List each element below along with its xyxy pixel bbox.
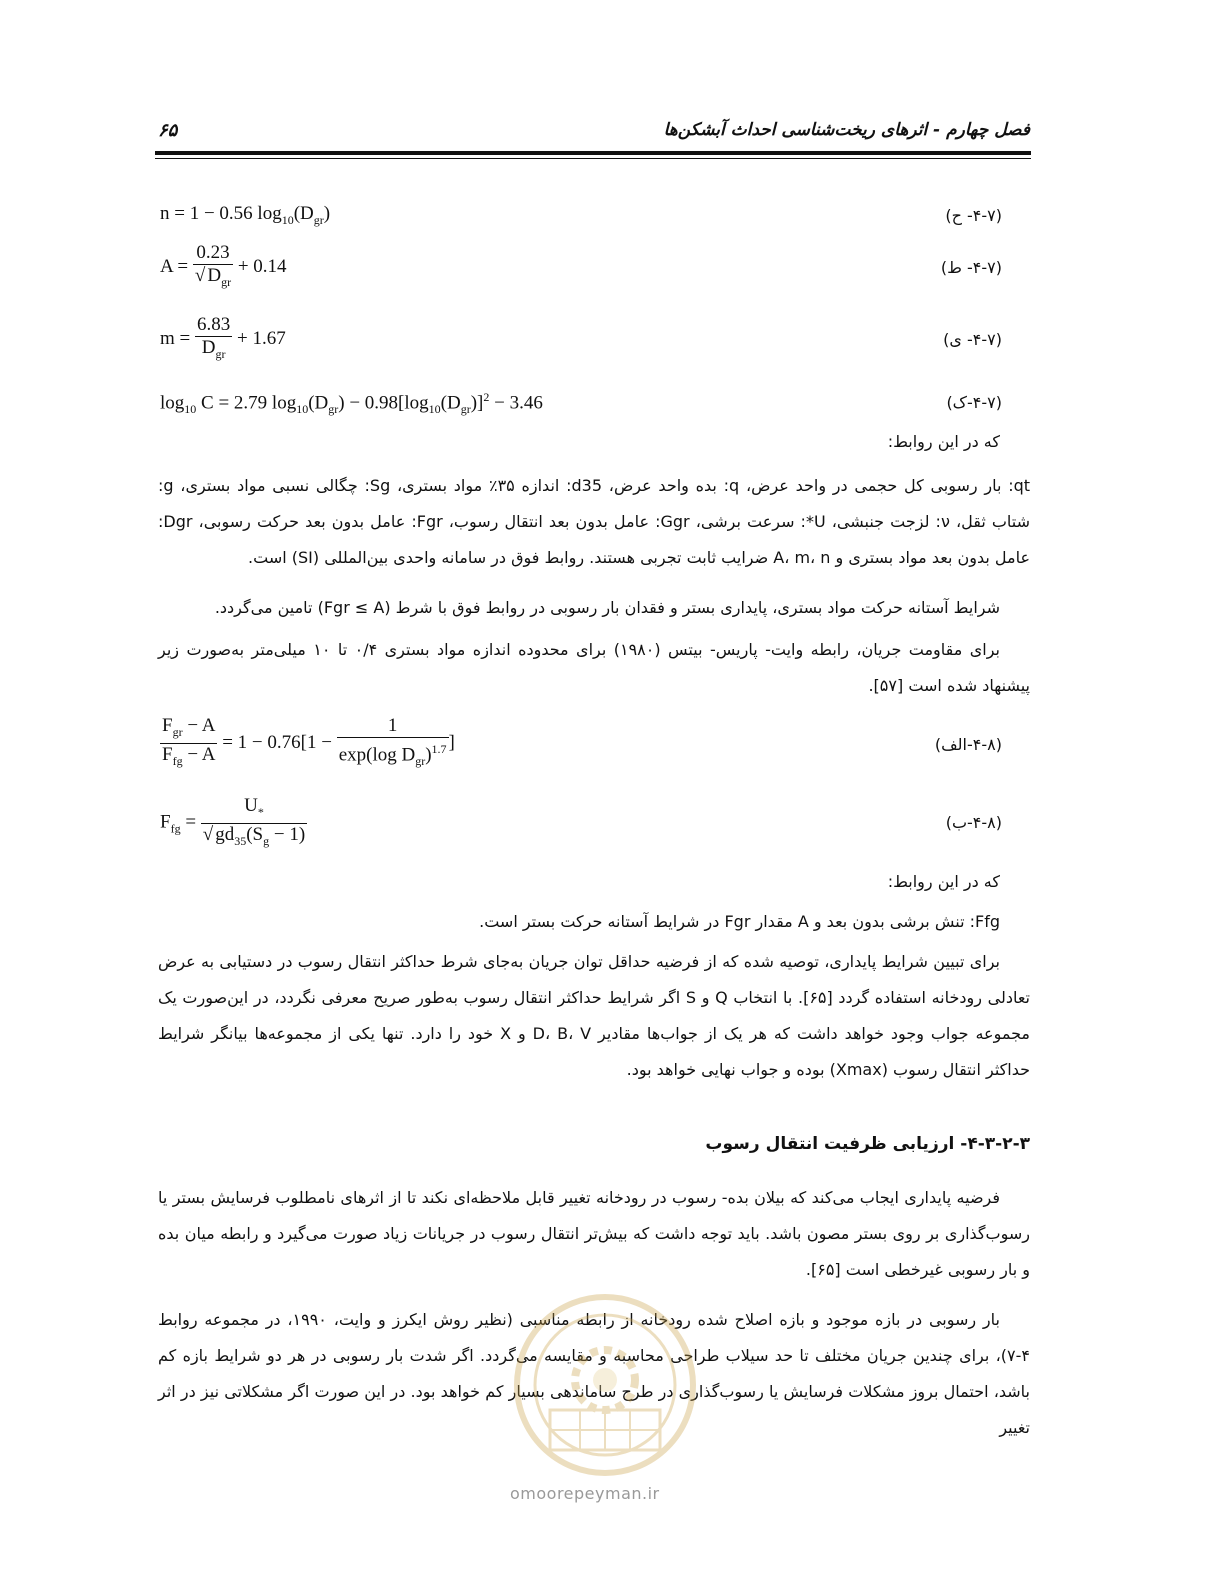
where-line: که در این روابط: bbox=[887, 432, 1000, 451]
watermark-logo bbox=[510, 1290, 700, 1480]
chapter-title: فصل چهارم - اثرهای ریخت‌شناسی احداث آبشکن‌ها bbox=[663, 120, 1030, 140]
assumption-paragraph: فرضیه پایداری ایجاب می‌کند که بیلان بده- رسوب در رودخانه تغییر قابل ملاحظه‌ای نکند تا از اثرهای نامطلوب فرسایش بستر یا رسوب‌گذاری بر روی بستر مصون باشد. باید توجه داشت که بیش‌تر انتقال رسوب در جریانات زیاد صورت می‌گیرد و رابطه میان بده و بار رسوبی غیرخطی است [۶۵]. bbox=[158, 1188, 1030, 1279]
header-rule-thin bbox=[155, 158, 1031, 159]
page-number: ۶۵ bbox=[158, 120, 178, 141]
equation-label: (۴-۷- ی) bbox=[943, 330, 1002, 349]
equation-a: A = $\frac{0.23}{√ D_{gr}}$ + 0.14 bbox=[160, 242, 287, 289]
equation-c: $\log_{10} C = 2.79$ $\log_{10}(D_{gr}) - 0.98[\log_{10}(D_{gr})]^2 - 3.46$ bbox=[160, 390, 543, 417]
equation-label: (۴-۷- ح) bbox=[945, 206, 1002, 225]
definitions-paragraph: qt: بار رسوبی کل حجمی در واحد عرض، q: بده واحد عرض، d35: اندازه ۳۵٪ مواد بستری، Sg: چگالی نسبی مواد بستری، g: شتاب ثقل، ν: لزجت جنبشی، U*: سرعت برشی، Ggr: عامل بدون بعد انتقال رسوب، Fgr: عامل بدون بعد حرکت رسوبی، Dgr: عامل بدون بعد مواد بستری و A، m، n ضرایب ثابت تجربی هستند. روابط فوق در سامانه واحدی بین‌المللی (SI) است. bbox=[158, 476, 1031, 567]
equation-label: (۴-۸-الف) bbox=[934, 735, 1002, 754]
threshold-paragraph: شرایط آستانه حرکت مواد بستری، پایداری بستر و فقدان بار رسوبی در روابط فوق با شرط (Fgr ≤ A) تامین می‌گردد. bbox=[214, 598, 1000, 617]
equation-label: (۴-۷- ط) bbox=[940, 258, 1002, 277]
equation-fgr: $\frac{F_{gr} - A}{F_{fg} - A}$ = 1 − 0.76[1 − $\frac{1}{\exp(\log D_{gr})^{1.7}}$ ] bbox=[162, 715, 455, 769]
equation-label: (۴-۷-ک) bbox=[946, 393, 1002, 412]
where-line-2: که در این روابط: bbox=[887, 872, 1000, 891]
resistance-paragraph: برای مقاومت جریان، رابطه وایت- پاریس- بیتس (۱۹۸۰) برای محدوده اندازه مواد بستری ۰/۴ تا ۱۰ میلی‌متر به‌صورت زیر پیشنهاد شده است [۵۷]. bbox=[158, 640, 1030, 695]
stability-paragraph: برای تبیین شرایط پایداری، توصیه شده که از فرضیه حداقل توان جریان به‌جای شرط حداکثر انتقال رسوب در دستیابی به عرض تعادلی رودخانه استفاده گردد [۶۵]. با انتخاب Q و S اگر شرایط حداکثر انتقال رسوب به‌طور صریح معرفی نگردد، در این‌صورت یک مجموعه جواب وجود خواهد داشت که هر یک از جواب‌ها مقادیر D، B، V و X خود را دارد. تنها یکی از مجموعه‌ها بیانگر شرایط حداکثر انتقال رسوب (Xmax) بوده و جواب نهایی خواهد بود. bbox=[158, 952, 1031, 1079]
header-rule bbox=[155, 151, 1031, 155]
sediment-paragraph: بار رسوبی در بازه موجود و بازه اصلاح شده رودخانه از رابطه مناسبی (نظیر روش ایکرز و وایت، ۱۹۹۰، در مجموعه روابط ۴-۷)، برای چندین جریان مختلف تا حد سیلاب طراحی محاسبه و مقایسه می‌گردد. اگر شدت بار رسوبی در هر دو شرایط بازه کم باشد، احتمال بروز مشکلات فرسایش یا رسوب‌گذاری در طرح ساماندهی بسیار کم خواهد بود. در این صورت اگر مشکلاتی نیز در اثر تغییر bbox=[158, 1310, 1030, 1437]
ffg-definition: Ffg: تنش برشی بدون بعد و A مقدار Fgr در شرایط آستانه حرکت بستر است. bbox=[479, 912, 1000, 931]
equation-label: (۴-۸-ب) bbox=[945, 813, 1002, 832]
section-heading: ۴-۳-۲-۳- ارزیابی ظرفیت انتقال رسوب bbox=[705, 1134, 1030, 1154]
equation-n: n = 1 − 0.56 $\log_{10}(D_{gr})$ bbox=[160, 203, 331, 227]
watermark-site: omoorepeyman.ir bbox=[510, 1484, 660, 1503]
equation-m: m = $\frac{6.83}{D_{gr}}$ + 1.67 bbox=[160, 314, 286, 361]
equation-ffg: $F_{fg}$ = $\frac{U_*}{√ gd_{35}(S_g - 1)}$ bbox=[160, 795, 306, 848]
